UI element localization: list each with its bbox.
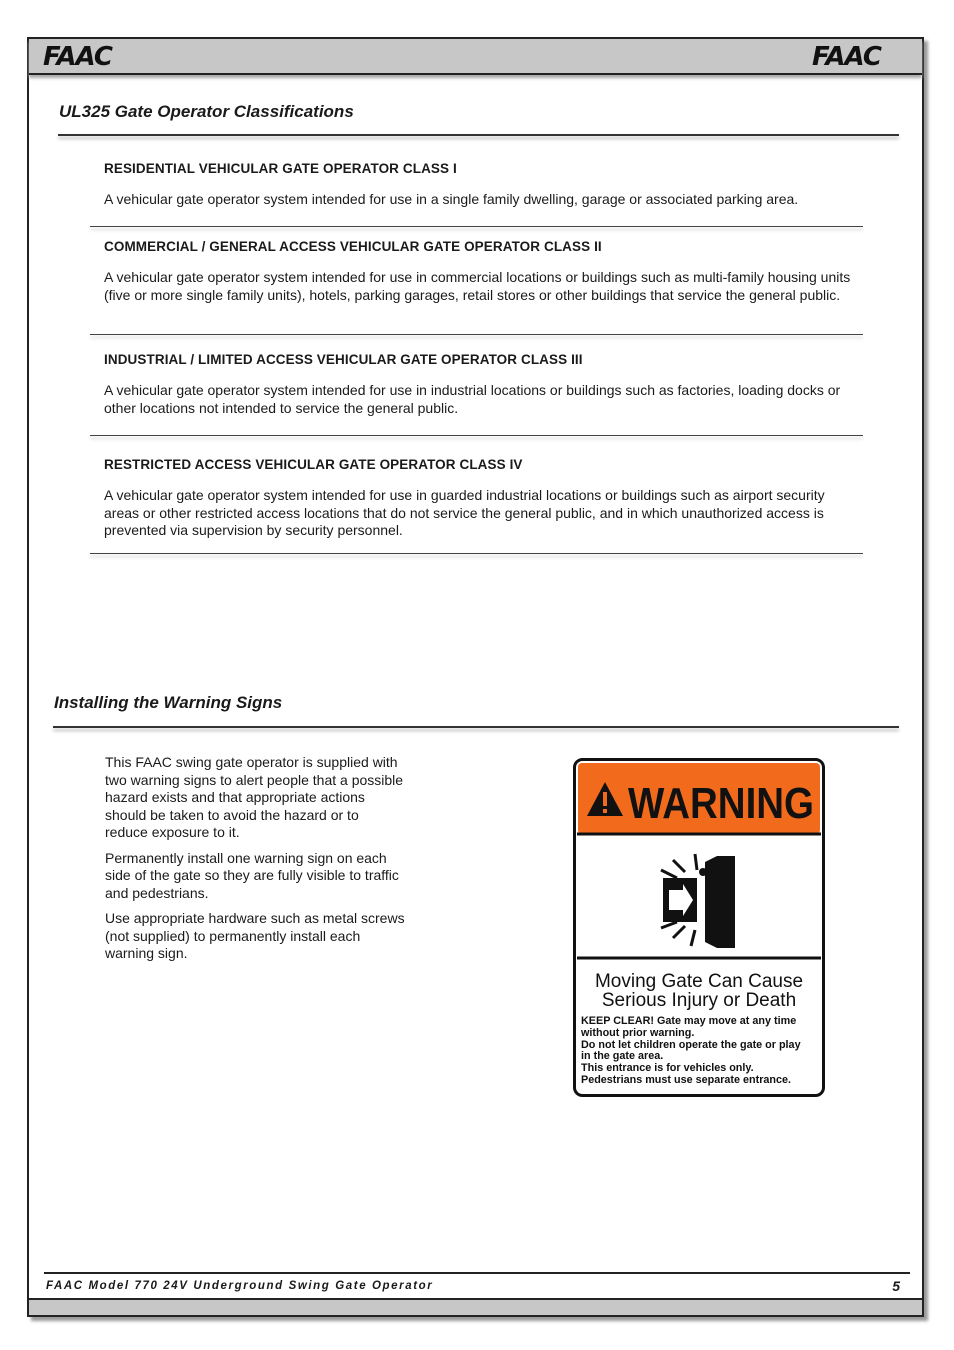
warning-sign-image [573,758,825,1097]
sign-line: This entrance is for vehicles only. [581,1062,754,1074]
sign-line: in the gate area. [581,1050,664,1062]
class-4-description: A vehicular gate operator system intended for use in guarded industrial locations or buildings such as airport security areas or other restricted access locations that do not service the general public, and in which unauthorized access is prevented via supervision by security personnel. [104,487,825,538]
svg-text:FAAC: FAAC [812,43,881,69]
class-1-description: A vehicular gate operator system intended for use in a single family dwelling, garage or associated parking area. [104,191,799,207]
classifications-title: UL325 Gate Operator Classifications [59,102,354,121]
class-2-description: A vehicular gate operator system intended for use in commercial locations or buildings such as multi-family housing units (five or more single family units), hotels, parking garages, retail stores or other buildings that service the general public. [104,269,851,303]
class-1-title: RESIDENTIAL VEHICULAR GATE OPERATOR CLASS I [104,161,457,176]
section-divider [58,134,899,136]
warning-signs-title: Installing the Warning Signs [54,693,283,712]
page-frame [27,37,924,1317]
paragraph: This FAAC swing gate operator is supplied with two warning signs to alert people that a possible hazard exists and that appropriate actions should be taken to avoid the hazard or to reduce exposure to it. [105,754,404,840]
sign-line: KEEP CLEAR! Gate may move at any time [581,1015,797,1027]
footer-bar [27,1298,924,1317]
class-divider [90,334,863,335]
class-3-description: A vehicular gate operator system intended for use in industrial locations or buildings such as factories, loading docks or other locations not intended to service the general public. [104,382,841,416]
header-bar [29,39,922,75]
class-divider [90,226,863,227]
class-2-title: COMMERCIAL / GENERAL ACCESS VEHICULAR GATE OPERATOR CLASS II [104,239,602,254]
sign-line: without prior warning. [581,1027,695,1039]
footer-divider [44,1272,910,1274]
class-4-title: RESTRICTED ACCESS VEHICULAR GATE OPERATOR CLASS IV [104,457,523,472]
warning-header-text: WARNING [628,779,814,828]
class-divider [90,435,863,436]
page-number: 5 [892,1278,900,1294]
sign-line: Pedestrians must use separate entrance. [581,1074,792,1086]
faac-logo-left [41,43,137,69]
class-divider [90,553,863,554]
sign-line: Do not let children operate the gate or play [581,1039,801,1051]
sign-headline: Serious Injury or Death [601,990,797,1011]
section-divider [53,726,899,728]
footer-model: FAAC Model 770 24V Underground Swing Gate Operator [46,1280,434,1292]
warning-signs-text [105,754,405,971]
svg-text:FAAC: FAAC [43,43,112,69]
paragraph: Permanently install one warning sign on each side of the gate so they are fully visible to traffic and pedestrians. [105,849,399,901]
class-3-title: INDUSTRIAL / LIMITED ACCESS VEHICULAR GATE OPERATOR CLASS III [104,352,583,367]
faac-logo-right [810,43,906,69]
sign-headline: Moving Gate Can Cause [594,971,804,992]
paragraph: Use appropriate hardware such as metal screws (not supplied) to permanently install each warning sign. [105,910,405,961]
